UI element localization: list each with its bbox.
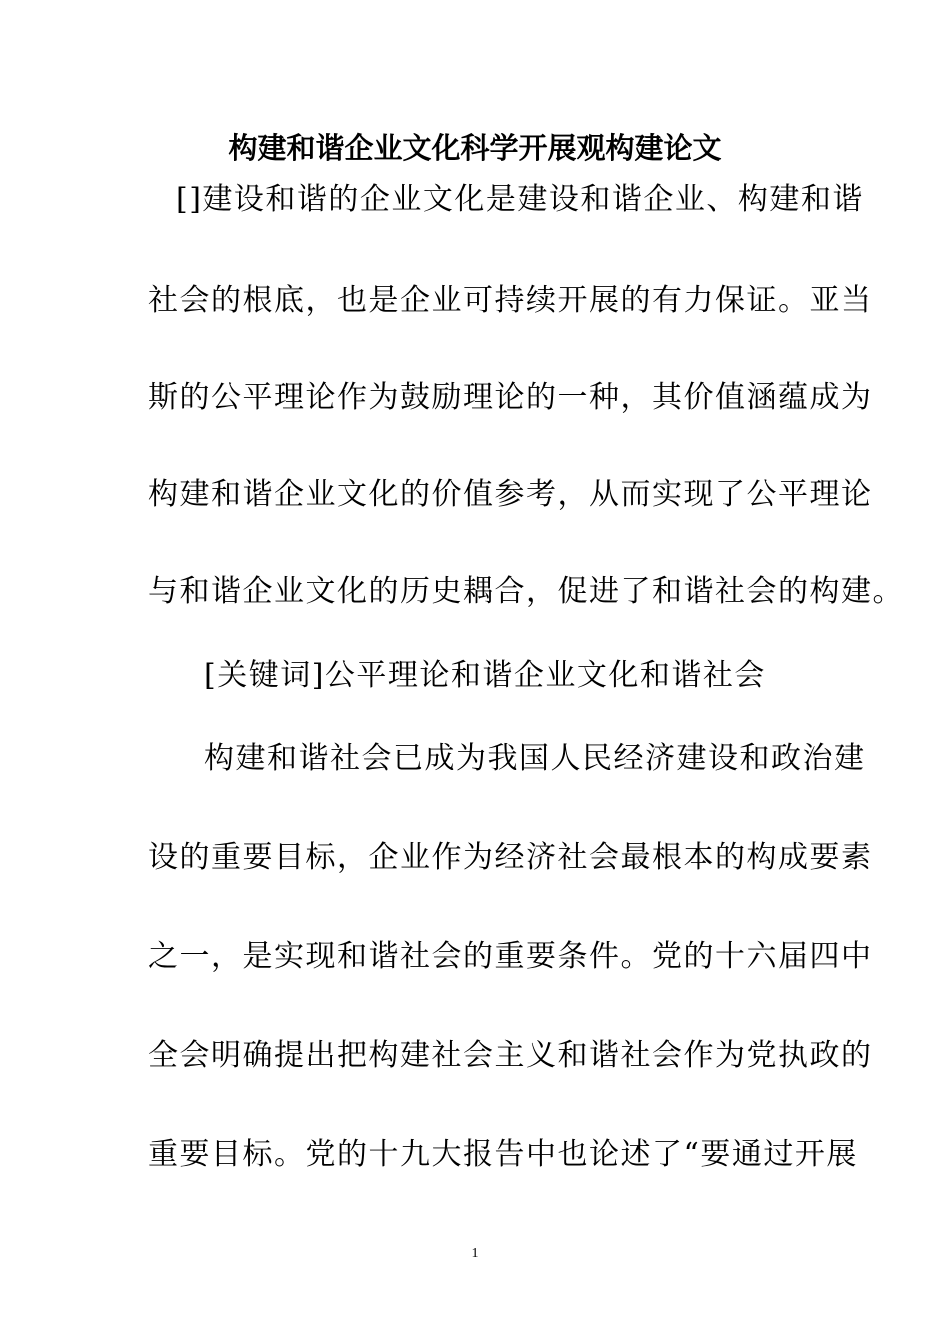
page-number: 1 bbox=[471, 1246, 479, 1261]
abstract-line-3: 斯的公平理论作为鼓励理论的一种，其价值涵蕴成为 bbox=[148, 380, 873, 415]
abstract-line-4: 构建和谐企业文化的价值参考，从而实现了公平理论 bbox=[148, 477, 873, 512]
keywords-line: [关键词]公平理论和谐企业文化和谐社会 bbox=[204, 658, 766, 693]
document-title: 构建和谐企业文化科学开展观构建论文 bbox=[228, 131, 722, 165]
body-line-1: 构建和谐社会已成为我国人民经济建设和政治建 bbox=[204, 741, 866, 776]
body-line-2: 设的重要目标，企业作为经济社会最根本的构成要素 bbox=[148, 840, 873, 875]
abstract-line-5: 与和谐企业文化的历史耦合，促进了和谐社会的构建。 bbox=[148, 574, 904, 609]
body-line-4: 全会明确提出把构建社会主义和谐社会作为党执政的 bbox=[148, 1038, 873, 1073]
body-line-3: 之一，是实现和谐社会的重要条件。党的十六届四中 bbox=[148, 939, 873, 974]
abstract-line-1: []建设和谐的企业文化是建设和谐企业、构建和谐 bbox=[176, 182, 864, 217]
body-line-5: 重要目标。党的十九大报告中也论述了“要通过开展 bbox=[148, 1137, 858, 1172]
abstract-line-2: 社会的根底，也是企业可持续开展的有力保证。亚当 bbox=[148, 283, 873, 318]
